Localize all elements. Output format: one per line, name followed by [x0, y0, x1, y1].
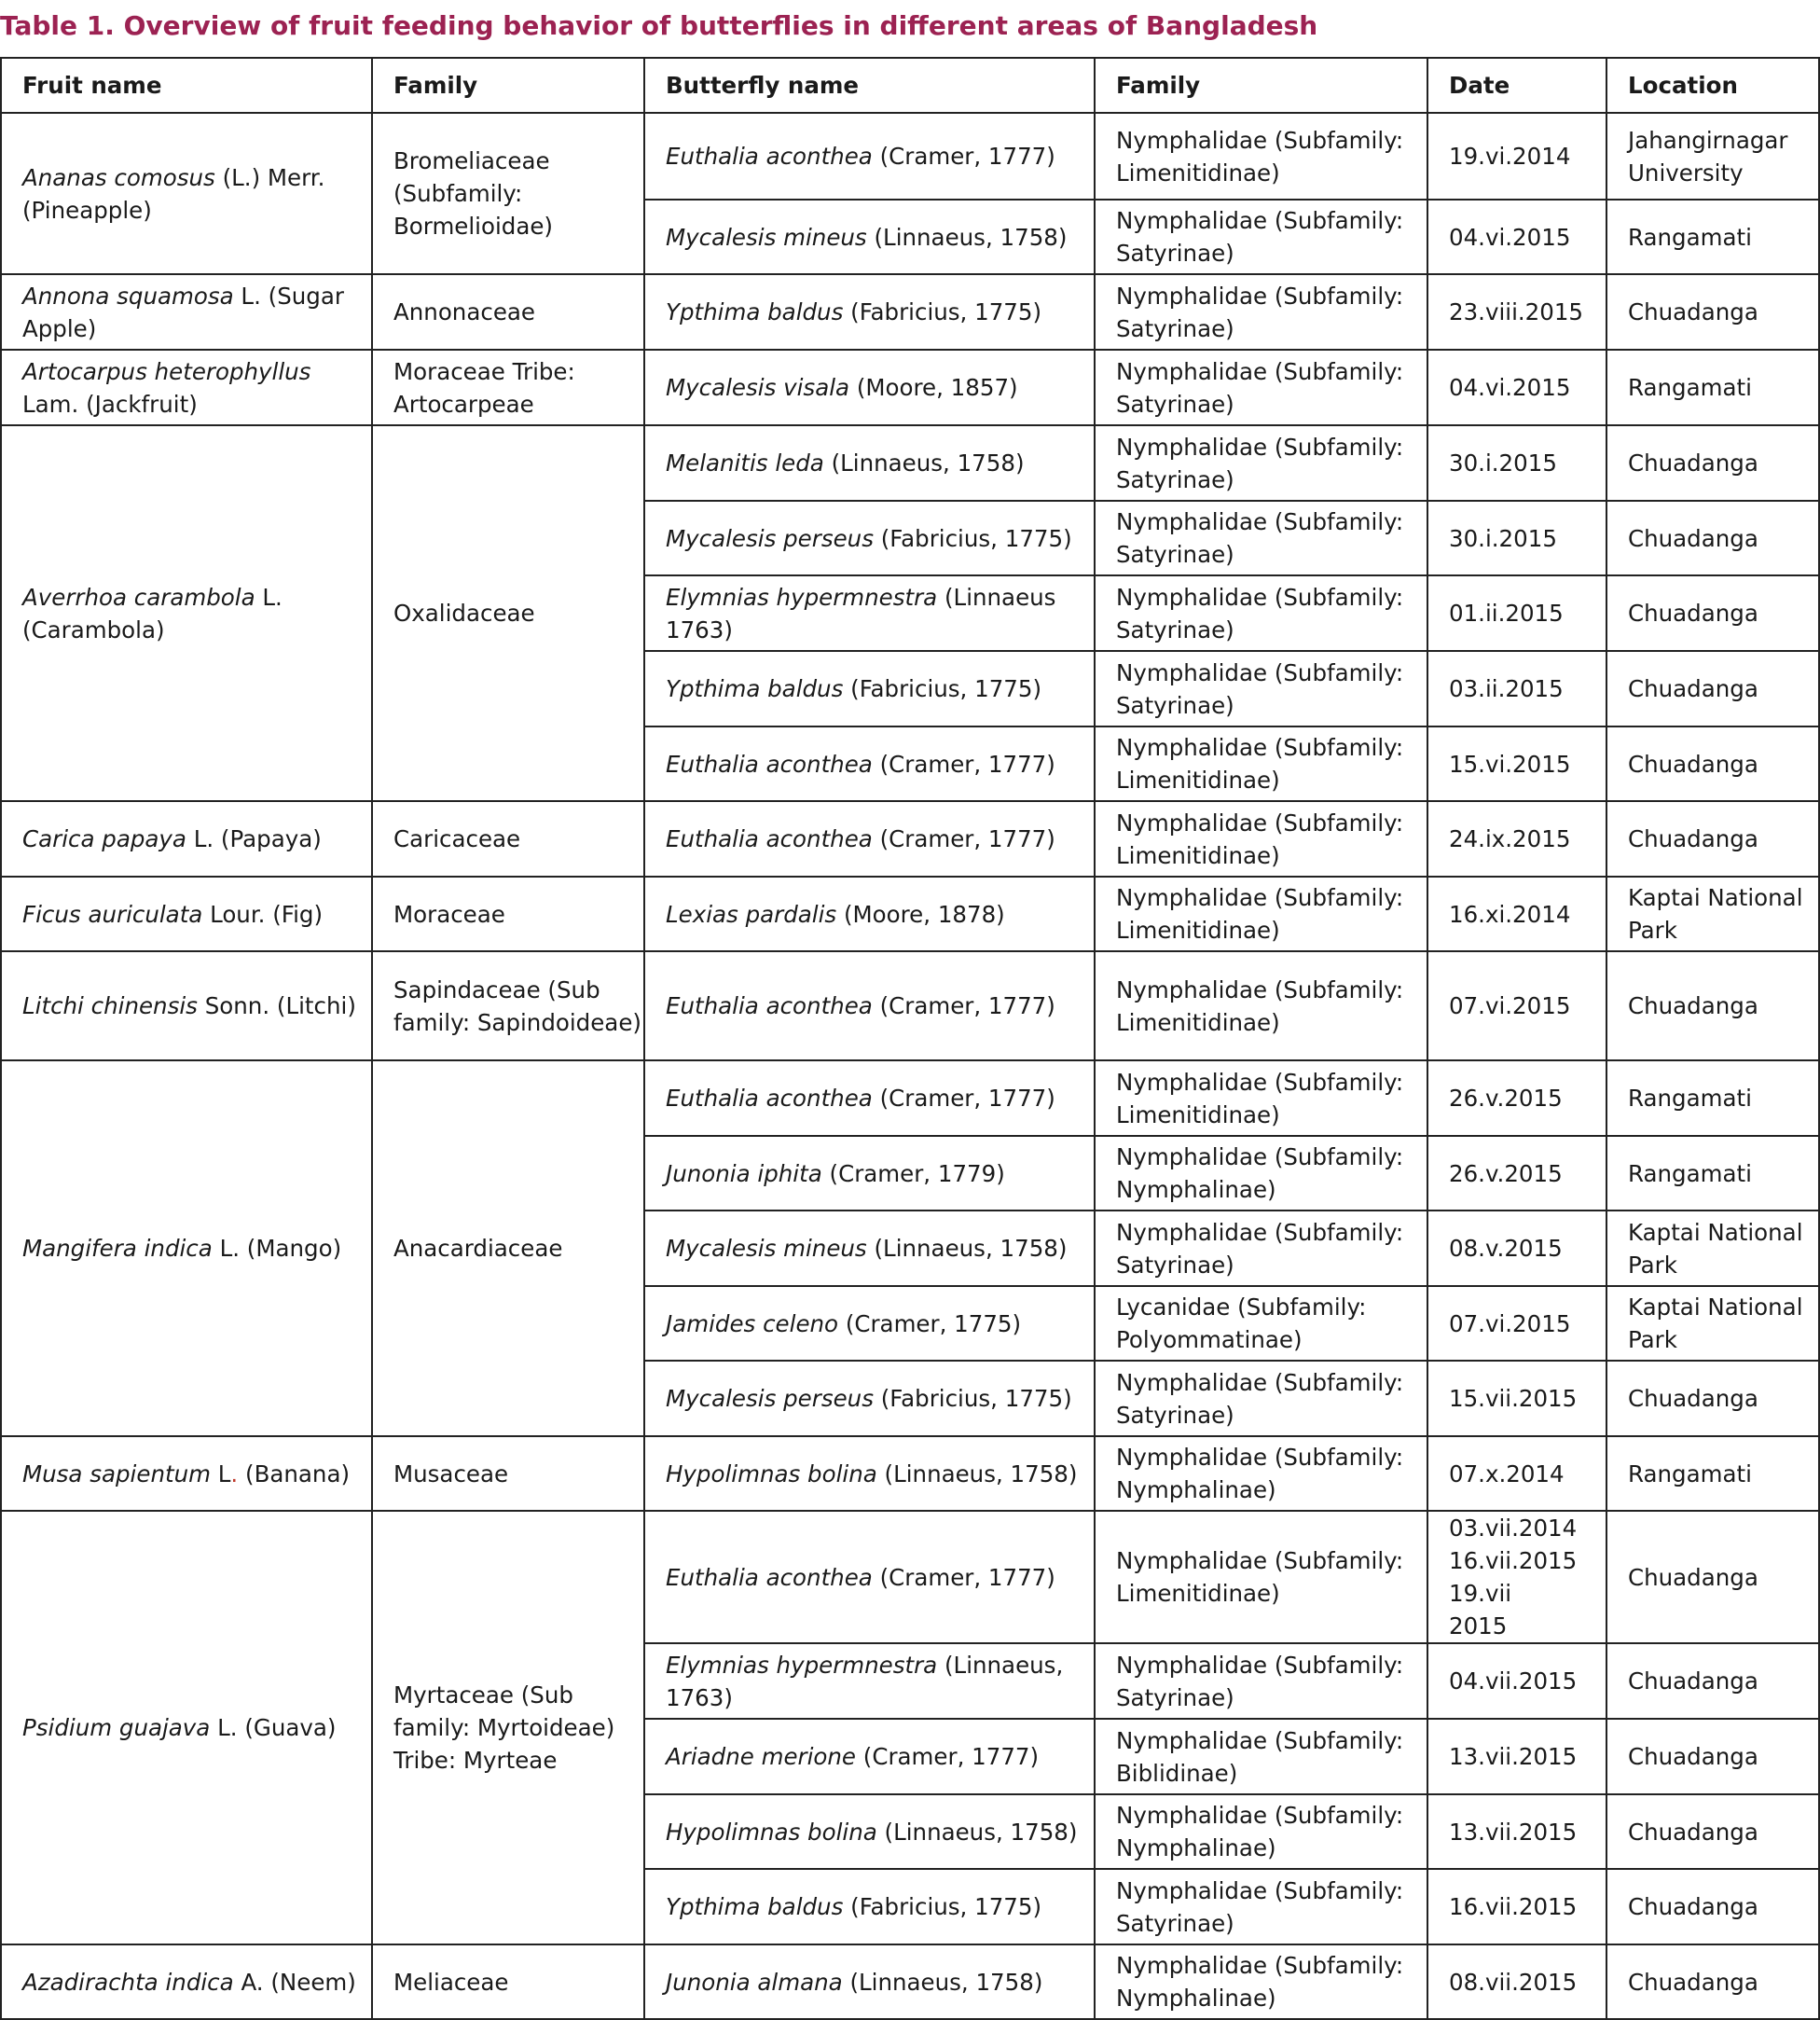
date-cell: 30.i.2015 [1427, 501, 1606, 575]
butterfly-scientific-name: Euthalia aconthea [666, 1563, 873, 1591]
butterfly-family-cell: Lycanidae (Subfamily: Polyommatinae) [1095, 1286, 1427, 1361]
location-cell: Chuadanga [1606, 1869, 1819, 1944]
fruit-family-cell: Moraceae [372, 877, 644, 951]
table-row [1, 113, 1819, 200]
fruit-family-cell: Bromeliaceae (Subfamily: Bormelioidae) [372, 113, 644, 274]
butterfly-name-cell [644, 1944, 1095, 2019]
fruit-family-cell: Musaceae [372, 1436, 644, 1511]
butterfly-name-cell [644, 877, 1095, 951]
location-cell: Rangamati [1606, 350, 1819, 425]
butterfly-name-cell [644, 425, 1095, 501]
butterfly-scientific-name: Euthalia aconthea [666, 1085, 873, 1112]
fruit-name-cell [1, 1511, 372, 1944]
fruit-scientific-name: Azadirachta indica [22, 1968, 234, 1996]
header-fruit-name: Fruit name [1, 58, 372, 113]
butterfly-author: (Moore, 1878) [836, 900, 1005, 928]
butterfly-family-cell: Nymphalidae (Subfamily: Satyrinae) [1095, 425, 1427, 501]
location-cell: Chuadanga [1606, 726, 1819, 801]
location-cell: Chuadanga [1606, 1944, 1819, 2019]
date-cell: 13.vii.2015 [1427, 1719, 1606, 1794]
fruit-common-name: Lour. (Fig) [202, 900, 324, 928]
fruit-common-name: L. (Mango) [212, 1235, 342, 1262]
date-cell: 15.vi.2015 [1427, 726, 1606, 801]
butterfly-scientific-name: Elymnias hypermnestra [666, 1651, 938, 1679]
fruit-scientific-name: Litchi chinensis [22, 992, 198, 1019]
butterfly-family-cell: Nymphalidae (Subfamily: Satyrinae) [1095, 501, 1427, 575]
butterfly-scientific-name: Hypolimnas bolina [666, 1818, 877, 1846]
butterfly-scientific-name: Euthalia aconthea [666, 825, 873, 852]
butterfly-scientific-name: Lexias pardalis [666, 900, 837, 928]
butterfly-family-cell: Nymphalidae (Subfamily: Satyrinae) [1095, 200, 1427, 274]
date-cell: 07.vi.2015 [1427, 1286, 1606, 1361]
butterfly-name-cell [644, 1719, 1095, 1794]
fruit-common-name: (Banana) [238, 1460, 351, 1487]
butterfly-author: (Moore, 1857) [849, 374, 1018, 401]
date-cell: 16.xi.2014 [1427, 877, 1606, 951]
date-cell: 03.vii.2014 16.vii.2015 19.vii 2015 [1427, 1511, 1606, 1643]
fruit-common-name: L. (Carambola) [22, 583, 283, 643]
location-cell: Jahangirnagar University [1606, 113, 1819, 200]
butterfly-author: (Fabricius, 1775) [843, 1893, 1042, 1920]
butterfly-name-cell [644, 1136, 1095, 1211]
location-cell: Kaptai National Park [1606, 1286, 1819, 1361]
location-cell: Rangamati [1606, 200, 1819, 274]
date-cell: 04.vi.2015 [1427, 350, 1606, 425]
fruit-scientific-name: Psidium guajava [22, 1714, 211, 1741]
butterfly-name-cell [644, 951, 1095, 1060]
fruit-name-cell [1, 425, 372, 801]
date-cell: 24.ix.2015 [1427, 801, 1606, 877]
butterfly-scientific-name: Ypthima baldus [666, 1893, 844, 1920]
butterfly-author: (Linnaeus, 1758) [823, 450, 1025, 477]
butterfly-scientific-name: Hypolimnas bolina [666, 1460, 877, 1487]
fruit-common-name: A. (Neem) [233, 1968, 356, 1996]
table-row [1, 951, 1819, 1060]
butterfly-name-cell [644, 501, 1095, 575]
butterfly-name-cell [644, 1286, 1095, 1361]
butterfly-scientific-name: Junonia iphita [666, 1159, 822, 1187]
butterfly-author: (Cramer, 1779) [821, 1159, 1005, 1187]
butterfly-scientific-name: Euthalia aconthea [666, 992, 873, 1019]
butterfly-name-cell [644, 801, 1095, 877]
date-cell: 16.vii.2015 [1427, 1869, 1606, 1944]
fruit-author-dot: . [230, 1460, 239, 1487]
table-row [1, 1060, 1819, 1136]
table-row [1, 1511, 1819, 1643]
location-cell: Chuadanga [1606, 425, 1819, 501]
fruit-scientific-name: Artocarpus heterophyllus [22, 357, 311, 385]
location-cell: Chuadanga [1606, 274, 1819, 350]
butterfly-scientific-name: Mycalesis visala [666, 374, 850, 401]
butterfly-family-cell: Nymphalidae (Subfamily: Satyrinae) [1095, 575, 1427, 651]
butterfly-scientific-name: Mycalesis perseus [666, 524, 874, 552]
butterfly-author: (Fabricius, 1775) [843, 675, 1042, 702]
butterfly-author: (Cramer, 1777) [872, 992, 1055, 1019]
location-cell: Chuadanga [1606, 1511, 1819, 1643]
fruit-name-cell [1, 1436, 372, 1511]
butterfly-scientific-name: Mycalesis mineus [666, 223, 867, 251]
date-cell: 07.vi.2015 [1427, 951, 1606, 1060]
fruit-common-name: (L.) Merr. (Pineapple) [22, 163, 325, 224]
location-cell: Kaptai National Park [1606, 877, 1819, 951]
butterfly-author: (Linnaeus, 1758) [866, 1235, 1068, 1262]
butterfly-author: (Cramer, 1777) [872, 1563, 1055, 1591]
fruit-name-cell [1, 877, 372, 951]
butterfly-author: (Cramer, 1777) [872, 1085, 1055, 1112]
butterfly-name-cell [644, 1211, 1095, 1286]
butterfly-family-cell: Nymphalidae (Subfamily: Nymphalinae) [1095, 1794, 1427, 1869]
butterfly-scientific-name: Ypthima baldus [666, 675, 844, 702]
butterfly-family-cell: Nymphalidae (Subfamily: Satyrinae) [1095, 1869, 1427, 1944]
fruit-scientific-name: Averrhoa carambola [22, 583, 255, 611]
butterfly-scientific-name: Elymnias hypermnestra [666, 583, 938, 611]
butterfly-family-cell: Nymphalidae (Subfamily: Satyrinae) [1095, 1643, 1427, 1719]
fruit-common-name: L. (Guava) [210, 1714, 337, 1741]
location-cell: Rangamati [1606, 1060, 1819, 1136]
butterfly-family-cell: Nymphalidae (Subfamily: Limenitidinae) [1095, 877, 1427, 951]
butterfly-family-cell: Nymphalidae (Subfamily: Biblidinae) [1095, 1719, 1427, 1794]
date-cell: 13.vii.2015 [1427, 1794, 1606, 1869]
butterfly-family-cell: Nymphalidae (Subfamily: Satyrinae) [1095, 274, 1427, 350]
header-row [1, 58, 1819, 113]
fruit-name-cell [1, 1944, 372, 2019]
butterfly-name-cell [644, 350, 1095, 425]
fruit-family-cell: Anacardiaceae [372, 1060, 644, 1436]
butterfly-scientific-name: Junonia almana [666, 1968, 843, 1996]
butterfly-family-cell: Nymphalidae (Subfamily: Satyrinae) [1095, 651, 1427, 726]
fruit-name-cell [1, 801, 372, 877]
butterfly-name-cell [644, 1794, 1095, 1869]
header-fruit-family: Family [372, 58, 644, 113]
butterfly-author: (Cramer, 1775) [838, 1309, 1022, 1337]
butterfly-name-cell [644, 113, 1095, 200]
fruit-scientific-name: Ananas comosus [22, 163, 215, 191]
fruit-name-cell [1, 951, 372, 1060]
date-cell: 04.vi.2015 [1427, 200, 1606, 274]
butterfly-author: (Cramer, 1777) [872, 143, 1055, 170]
butterfly-family-cell: Nymphalidae (Subfamily: Limenitidinae) [1095, 1060, 1427, 1136]
fruit-common-name: L. (Papaya) [186, 825, 322, 852]
location-cell: Chuadanga [1606, 501, 1819, 575]
butterfly-family-cell: Nymphalidae (Subfamily: Nymphalinae) [1095, 1944, 1427, 2019]
butterfly-scientific-name: Mycalesis perseus [666, 1385, 874, 1412]
butterfly-name-cell [644, 575, 1095, 651]
butterfly-family-cell: Nymphalidae (Subfamily: Nymphalinae) [1095, 1136, 1427, 1211]
butterfly-author: (Fabricius, 1775) [873, 1385, 1072, 1412]
butterfly-family-cell: Nymphalidae (Subfamily: Limenitidinae) [1095, 726, 1427, 801]
header-date: Date [1427, 58, 1606, 113]
butterfly-family-cell: Nymphalidae (Subfamily: Satyrinae) [1095, 1361, 1427, 1436]
location-cell: Rangamati [1606, 1136, 1819, 1211]
date-cell: 26.v.2015 [1427, 1060, 1606, 1136]
butterfly-author: (Linnaeus, 1758) [876, 1818, 1078, 1846]
butterfly-author: (Fabricius, 1775) [873, 524, 1072, 552]
fruit-scientific-name: Ficus auriculata [22, 900, 203, 928]
fruit-scientific-name: Carica papaya [22, 825, 186, 852]
table-row [1, 1944, 1819, 2019]
location-cell: Chuadanga [1606, 1361, 1819, 1436]
header-butterfly-family: Family [1095, 58, 1427, 113]
location-cell: Chuadanga [1606, 1794, 1819, 1869]
date-cell: 19.vi.2014 [1427, 113, 1606, 200]
fruit-family-cell: Oxalidaceae [372, 425, 644, 801]
fruit-family-cell: Annonaceae [372, 274, 644, 350]
butterfly-author: (Linnaeus, 1758) [866, 223, 1068, 251]
butterfly-name-cell [644, 274, 1095, 350]
header-location: Location [1606, 58, 1819, 113]
fruit-name-cell [1, 274, 372, 350]
butterfly-family-cell: Nymphalidae (Subfamily: Limenitidinae) [1095, 113, 1427, 200]
table-row [1, 350, 1819, 425]
butterfly-scientific-name: Euthalia aconthea [666, 750, 873, 778]
fruit-scientific-name: Annona squamosa [22, 282, 234, 310]
location-cell: Kaptai National Park [1606, 1211, 1819, 1286]
butterfly-author: (Fabricius, 1775) [843, 298, 1042, 325]
butterfly-author: (Linnaeus, 1763) [666, 1651, 1064, 1711]
fruit-common-name: L. (Sugar Apple) [22, 282, 344, 342]
table-row [1, 877, 1819, 951]
butterfly-family-cell: Nymphalidae (Subfamily: Nymphalinae) [1095, 1436, 1427, 1511]
date-cell: 03.ii.2015 [1427, 651, 1606, 726]
fruit-family-cell: Sapindaceae (Sub family: Sapindoideae) [372, 951, 644, 1060]
butterfly-name-cell [644, 1060, 1095, 1136]
butterfly-name-cell [644, 1361, 1095, 1436]
table-row [1, 1436, 1819, 1511]
table-row [1, 274, 1819, 350]
date-cell: 07.x.2014 [1427, 1436, 1606, 1511]
fruit-name-cell [1, 1060, 372, 1436]
location-cell: Chuadanga [1606, 1719, 1819, 1794]
butterfly-family-cell: Nymphalidae (Subfamily: Limenitidinae) [1095, 801, 1427, 877]
butterfly-family-cell: Nymphalidae (Subfamily: Limenitidinae) [1095, 1511, 1427, 1643]
date-cell: 30.i.2015 [1427, 425, 1606, 501]
date-cell: 23.viii.2015 [1427, 274, 1606, 350]
butterfly-scientific-name: Euthalia aconthea [666, 143, 873, 170]
butterfly-name-cell [644, 726, 1095, 801]
fruit-name-cell [1, 113, 372, 274]
butterfly-author: (Cramer, 1777) [872, 750, 1055, 778]
butterfly-scientific-name: Jamides celeno [666, 1309, 839, 1337]
table-caption: Table 1. Overview of fruit feeding behavior of butterflies in different areas of Bangladesh [0, 10, 1318, 41]
butterfly-name-cell [644, 1511, 1095, 1643]
butterfly-family-cell: Nymphalidae (Subfamily: Satyrinae) [1095, 1211, 1427, 1286]
butterfly-family-cell: Nymphalidae (Subfamily: Satyrinae) [1095, 350, 1427, 425]
butterfly-name-cell [644, 1643, 1095, 1719]
fruit-family-cell: Myrtaceae (Sub family: Myrtoideae) Tribe: Myrteae [372, 1511, 644, 1944]
location-cell: Chuadanga [1606, 801, 1819, 877]
date-cell: 08.vii.2015 [1427, 1944, 1606, 2019]
fruit-name-cell [1, 350, 372, 425]
butterfly-scientific-name: Mycalesis mineus [666, 1235, 867, 1262]
location-cell: Rangamati [1606, 1436, 1819, 1511]
location-cell: Chuadanga [1606, 951, 1819, 1060]
butterfly-name-cell [644, 651, 1095, 726]
fruit-author: L [210, 1460, 231, 1487]
fruit-common-name: Lam. (Jackfruit) [22, 390, 198, 418]
date-cell: 04.vii.2015 [1427, 1643, 1606, 1719]
butterfly-scientific-name: Melanitis leda [666, 450, 824, 477]
location-cell: Chuadanga [1606, 1643, 1819, 1719]
date-cell: 01.ii.2015 [1427, 575, 1606, 651]
table-row [1, 801, 1819, 877]
fruit-common-name: Sonn. (Litchi) [197, 992, 356, 1019]
fruit-feeding-table [0, 57, 1820, 2020]
butterfly-name-cell [644, 200, 1095, 274]
date-cell: 26.v.2015 [1427, 1136, 1606, 1211]
fruit-scientific-name: Mangifera indica [22, 1235, 213, 1262]
butterfly-name-cell [644, 1436, 1095, 1511]
location-cell: Chuadanga [1606, 575, 1819, 651]
butterfly-scientific-name: Ypthima baldus [666, 298, 844, 325]
location-cell: Chuadanga [1606, 651, 1819, 726]
butterfly-author: (Cramer, 1777) [856, 1743, 1040, 1770]
butterfly-scientific-name: Ariadne merione [666, 1743, 857, 1770]
fruit-scientific-name: Musa sapientum [22, 1460, 211, 1487]
fruit-family-cell: Meliaceae [372, 1944, 644, 2019]
butterfly-author: (Linnaeus, 1758) [876, 1460, 1078, 1487]
date-cell: 08.v.2015 [1427, 1211, 1606, 1286]
butterfly-author: (Linnaeus 1763) [666, 583, 1056, 643]
table-row [1, 425, 1819, 501]
fruit-family-cell: Caricaceae [372, 801, 644, 877]
butterfly-name-cell [644, 1869, 1095, 1944]
butterfly-author: (Cramer, 1777) [872, 825, 1055, 852]
header-butterfly-name: Butterfly name [644, 58, 1095, 113]
butterfly-family-cell: Nymphalidae (Subfamily: Limenitidinae) [1095, 951, 1427, 1060]
butterfly-author: (Linnaeus, 1758) [842, 1968, 1043, 1996]
date-cell: 15.vii.2015 [1427, 1361, 1606, 1436]
fruit-family-cell: Moraceae Tribe: Artocarpeae [372, 350, 644, 425]
